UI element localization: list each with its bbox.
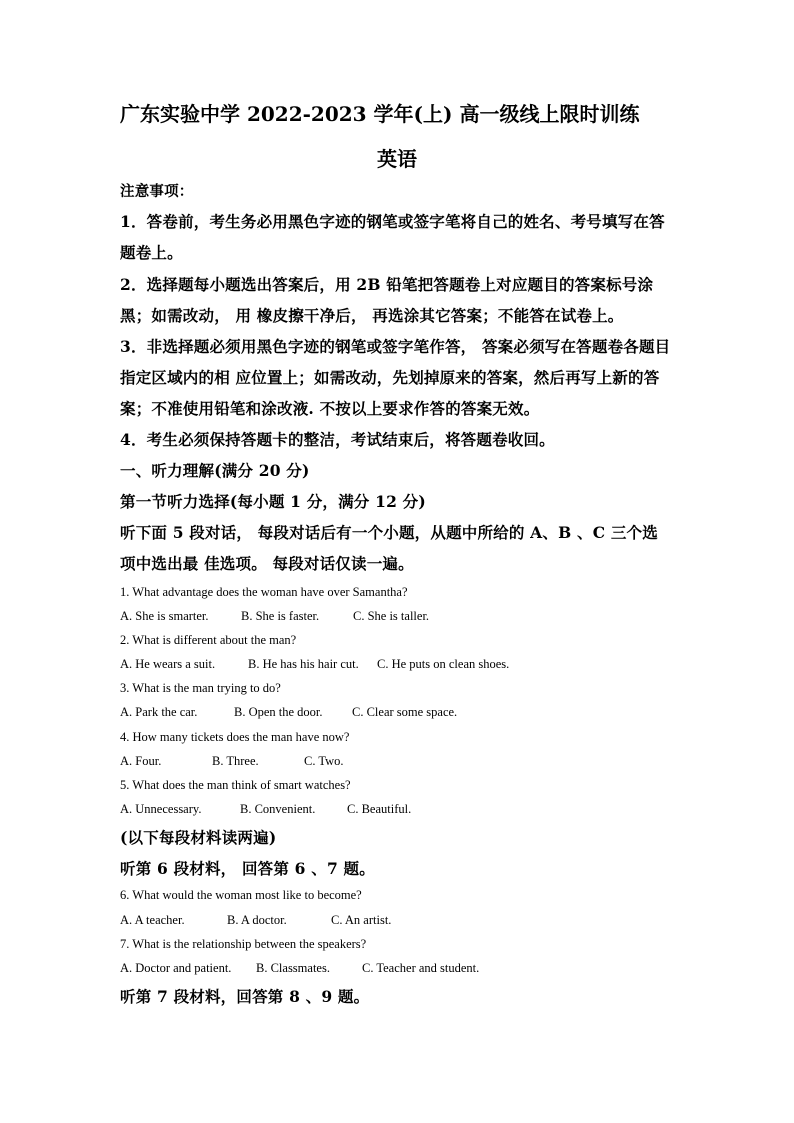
exam-title: 广东实验中学 2022-2023 学年(上) 高一级线上限时训练: [120, 102, 640, 126]
notice-line: 3．非选择题必须用黑色字迹的钢笔或签字笔作答， 答案必须写在答题卷各题目: [120, 337, 671, 356]
option-c: C. She is taller.: [353, 609, 430, 623]
material-heading: 听第 6 段材料， 回答第 6 、7 题。: [120, 859, 375, 878]
option-b: B. A doctor.: [227, 913, 287, 927]
instructions-line: 听下面 5 段对话， 每段对话后有一个小题，从题中所给的 A、B 、C 三个选: [120, 523, 658, 542]
notice-line: 1．答卷前，考生务必用黑色字迹的钢笔或签字笔将自己的姓名、考号填写在答: [120, 212, 665, 231]
question-text: 3. What is the man trying to do?: [120, 681, 281, 695]
answer-options: [120, 609, 429, 624]
option-c: C. An artist.: [331, 913, 392, 927]
option-a: A. She is smarter.: [120, 609, 209, 623]
option-b: B. Open the door.: [234, 705, 323, 719]
option-a: A. He wears a suit.: [120, 657, 216, 671]
part-heading: 第一节听力选择(每小题 1 分，满分 12 分): [120, 492, 426, 511]
answer-options: [120, 913, 391, 928]
option-c: C. Two.: [304, 754, 344, 768]
instructions-line: 项中选出最 佳选项。 每段对话仅读一遍。: [120, 554, 414, 573]
question-text: 2. What is different about the man?: [120, 633, 297, 647]
question-text: 5. What does the man think of smart watches?: [120, 778, 351, 792]
question-text: 7. What is the relationship between the speakers?: [120, 937, 367, 951]
option-c: C. Clear some space.: [352, 705, 458, 719]
option-b: B. He has his hair cut.: [248, 657, 359, 671]
answer-options: [120, 705, 457, 720]
option-a: A. Four.: [120, 754, 162, 768]
option-c: C. He puts on clean shoes.: [377, 657, 510, 671]
option-b: B. Classmates.: [256, 961, 330, 975]
notice-line: 案；不准使用铅笔和涂改液. 不按以上要求作答的答案无效。: [120, 399, 540, 418]
option-a: A. Doctor and patient.: [120, 961, 232, 975]
option-c: C. Beautiful.: [347, 802, 412, 816]
section-heading: 一、听力理解(满分 20 分): [120, 461, 310, 480]
material-heading: 听第 7 段材料，回答第 8 、9 题。: [120, 987, 370, 1006]
notice-heading: 注意事项：: [120, 183, 194, 200]
notice-line: 题卷上。: [120, 243, 183, 262]
option-b: B. Convenient.: [240, 802, 316, 816]
answer-options: [120, 802, 411, 817]
option-c: C. Teacher and student.: [362, 961, 480, 975]
option-b: B. She is faster.: [241, 609, 320, 623]
option-b: B. Three.: [212, 754, 259, 768]
answer-options: [120, 754, 344, 769]
notice-line: 2．选择题每小题选出答案后，用 2B 铅笔把答题卷上对应题目的答案标号涂: [120, 275, 654, 294]
notice-line: 黑；如需改动， 用 橡皮擦干净后， 再选涂其它答案；不能答在试卷上。: [120, 306, 624, 325]
option-a: A. Park the car.: [120, 705, 198, 719]
notice-line: 指定区域内的相 应位置上；如需改动，先划掉原来的答案，然后再写上新的答: [120, 368, 660, 387]
exam-subject: 英语: [377, 147, 417, 171]
notice-line: 4．考生必须保持答题卡的整洁，考试结束后，将答题卷收回。: [120, 430, 555, 449]
question-text: 6. What would the woman most like to become?: [120, 888, 362, 902]
option-a: A. A teacher.: [120, 913, 185, 927]
answer-options: [120, 657, 509, 672]
question-text: 4. How many tickets does the man have now?: [120, 730, 350, 744]
option-a: A. Unnecessary.: [120, 802, 202, 816]
question-text: 1. What advantage does the woman have over Samantha?: [120, 585, 408, 599]
answer-options: [120, 961, 479, 976]
read-twice-note: (以下每段材料读两遍): [120, 828, 277, 847]
